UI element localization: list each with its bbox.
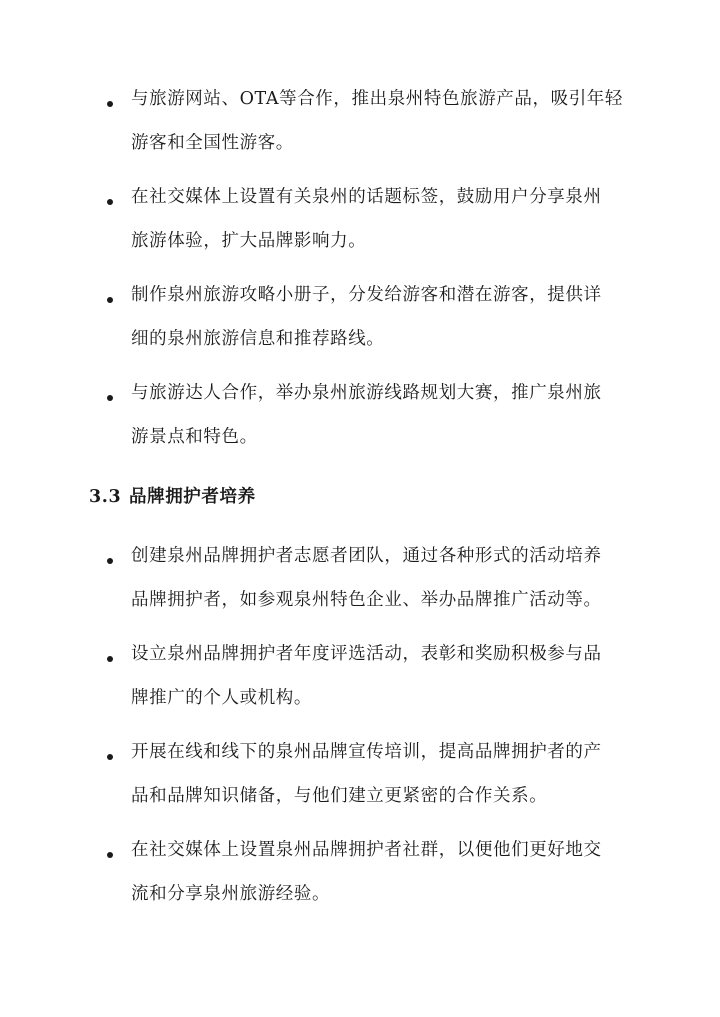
list-item-line: 游景点和特色。 [131,427,258,447]
section-heading [89,485,256,509]
bullet-icon [107,656,113,662]
list-item-line: 制作泉州旅游攻略小册子，分发给游客和潜在游客，提供详 [131,285,602,305]
list-item-line: 开展在线和线下的泉州品牌宣传培训，提高品牌拥护者的产 [131,742,602,762]
section-title: 品牌拥护者培养 [129,487,256,507]
bullet-icon [107,558,113,564]
list-item-line: 细的泉州旅游信息和推荐路线。 [131,329,385,349]
list-item-line: 品牌拥护者，如参观泉州特色企业、举办品牌推广活动等。 [131,590,602,610]
list-item-line: 设立泉州品牌拥护者年度评选活动，表彰和奖励积极参与品 [131,644,602,664]
list-item-line: 与旅游达人合作，举办泉州旅游线路规划大赛，推广泉州旅 [131,383,602,403]
list-item-line: 旅游体验，扩大品牌影响力。 [131,231,367,251]
bullet-icon [107,395,113,401]
bullet-icon [107,297,113,303]
list-item-line: 与旅游网站、OTA等合作，推出泉州特色旅游产品，吸引年轻 [131,89,623,109]
list-item-line: 游客和全国性游客。 [131,133,294,153]
list-item-line: 在社交媒体上设置有关泉州的话题标签，鼓励用户分享泉州 [131,187,602,207]
list-item-line: 牌推广的个人或机构。 [131,688,312,708]
bullet-icon [107,852,113,858]
list-item-line: 品和品牌知识储备，与他们建立更紧密的合作关系。 [131,786,548,806]
bullet-icon [107,754,113,760]
list-item-line: 在社交媒体上设置泉州品牌拥护者社群，以便他们更好地交 [131,840,602,860]
section-number: 3.3 [89,487,122,507]
bullet-icon [107,101,113,107]
list-item-line: 创建泉州品牌拥护者志愿者团队，通过各种形式的活动培养 [131,546,602,566]
list-item-line: 流和分享泉州旅游经验。 [131,884,331,904]
bullet-icon [107,199,113,205]
